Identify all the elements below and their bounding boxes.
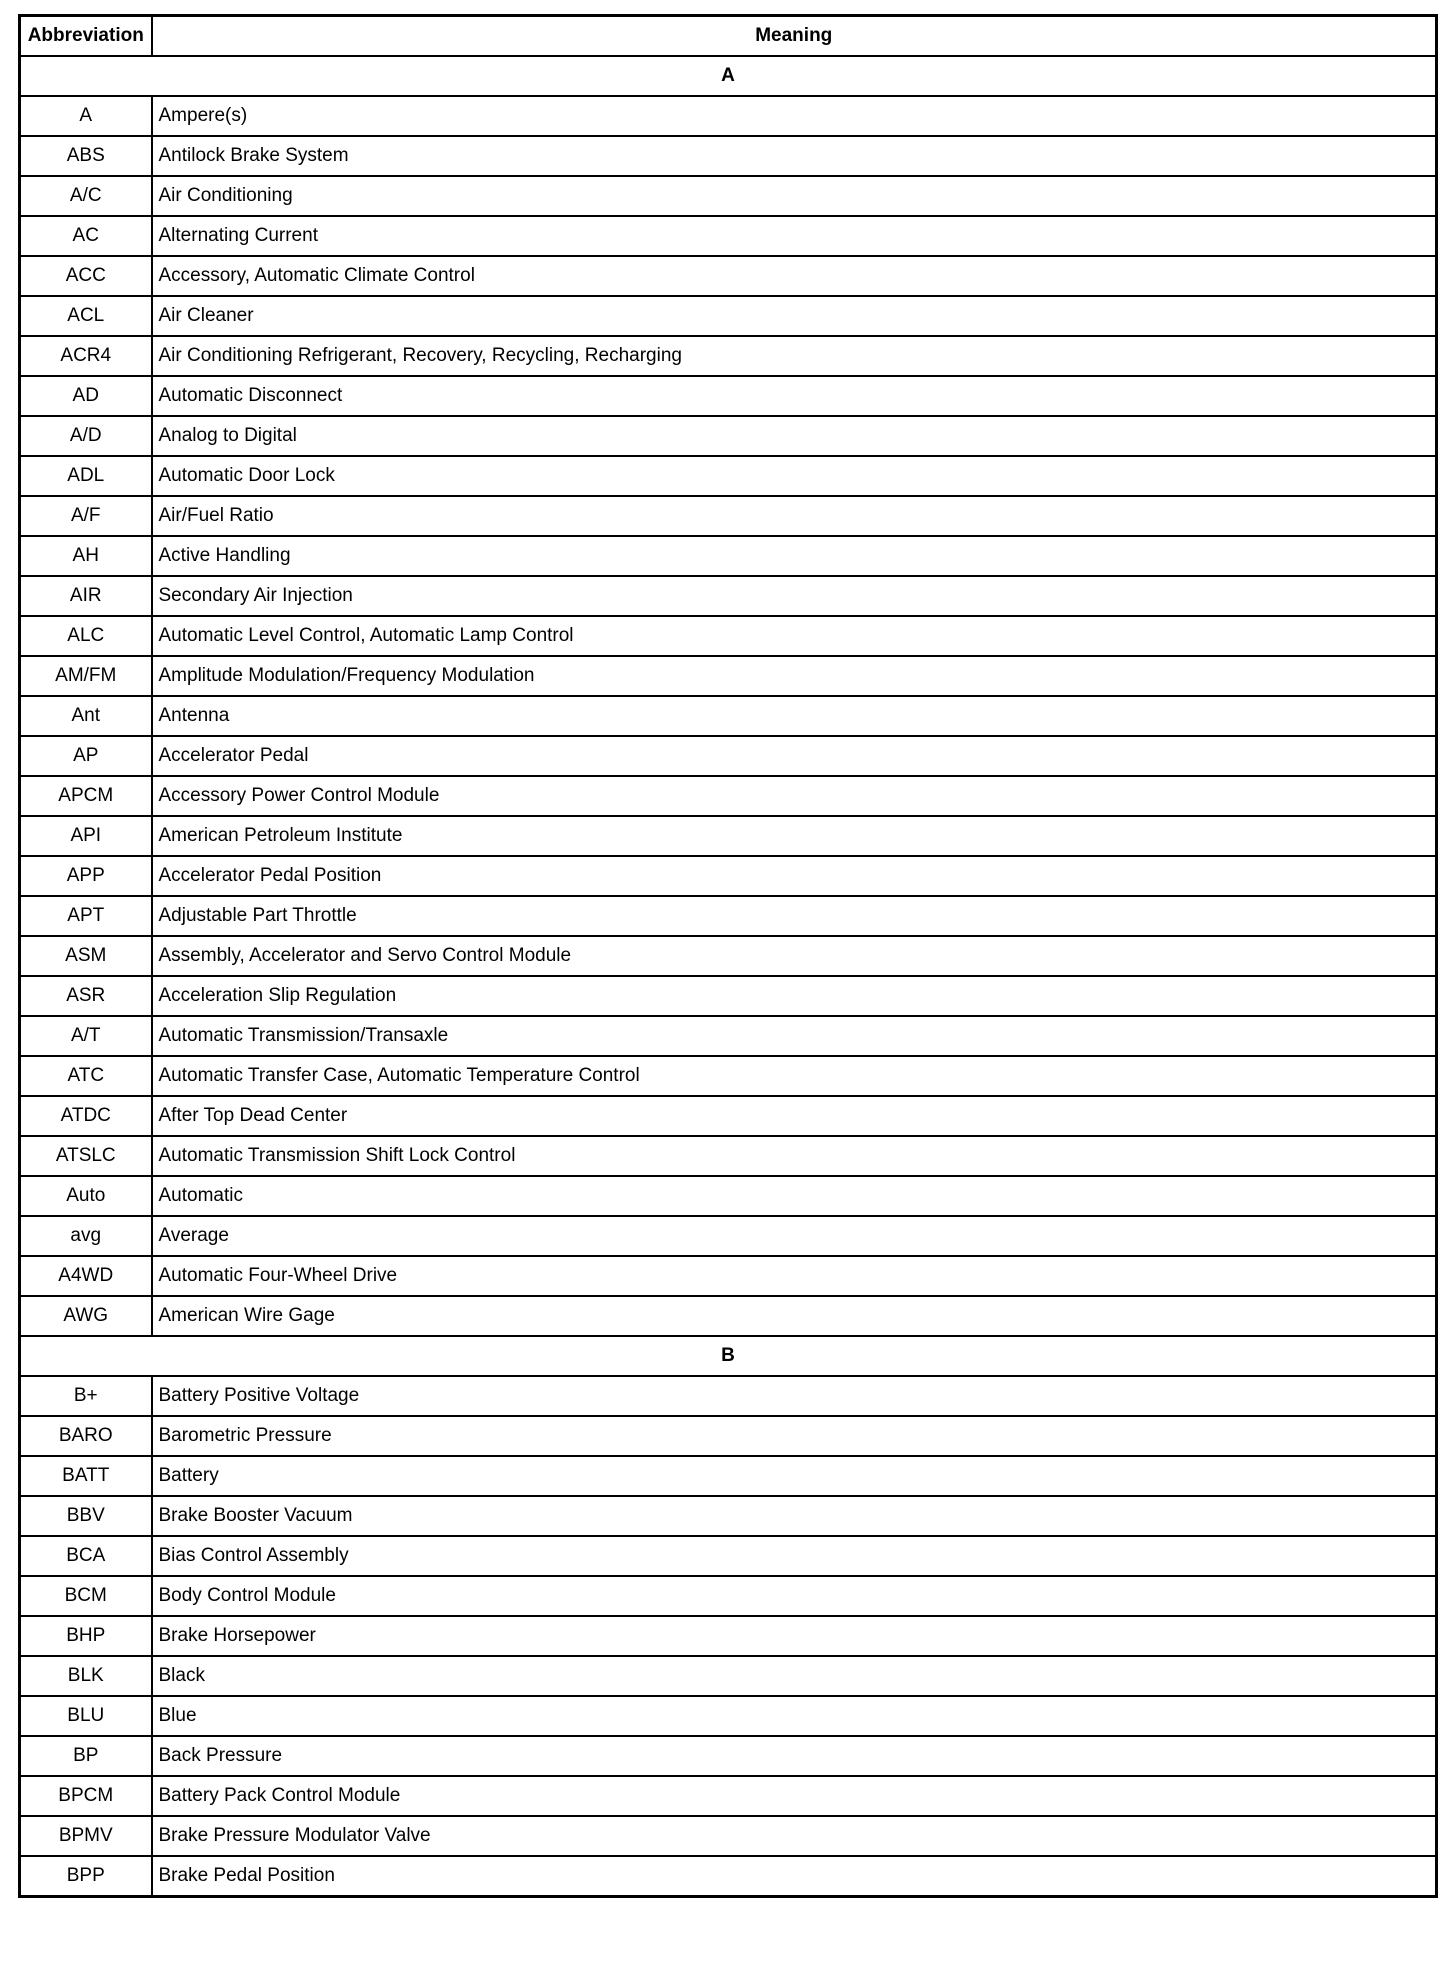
abbreviation-cell: A <box>20 96 152 136</box>
table-row <box>20 1176 1437 1216</box>
table-row <box>20 656 1437 696</box>
table-row <box>20 1056 1437 1096</box>
abbreviation-cell: B+ <box>20 1376 152 1416</box>
table-row <box>20 616 1437 656</box>
header-row <box>20 16 1437 57</box>
abbreviation-cell: APCM <box>20 776 152 816</box>
meaning-cell: American Petroleum Institute <box>152 816 1437 856</box>
meaning-cell: Amplitude Modulation/Frequency Modulation <box>152 656 1437 696</box>
abbreviation-cell: AM/FM <box>20 656 152 696</box>
table-row <box>20 1016 1437 1056</box>
table-row <box>20 176 1437 216</box>
meaning-cell: Active Handling <box>152 536 1437 576</box>
meaning-cell: Battery Positive Voltage <box>152 1376 1437 1416</box>
abbreviation-cell: A/C <box>20 176 152 216</box>
header-meaning: Meaning <box>152 16 1437 57</box>
abbreviation-cell: AWG <box>20 1296 152 1336</box>
meaning-cell: Accelerator Pedal Position <box>152 856 1437 896</box>
abbreviation-cell: BLU <box>20 1696 152 1736</box>
meaning-cell: Body Control Module <box>152 1576 1437 1616</box>
meaning-cell: Antenna <box>152 696 1437 736</box>
meaning-cell: Adjustable Part Throttle <box>152 896 1437 936</box>
table-row <box>20 736 1437 776</box>
meaning-cell: Automatic Door Lock <box>152 456 1437 496</box>
table-row <box>20 936 1437 976</box>
table-row <box>20 96 1437 136</box>
meaning-cell: Blue <box>152 1696 1437 1736</box>
abbreviation-cell: ALC <box>20 616 152 656</box>
abbreviation-cell: API <box>20 816 152 856</box>
table-row <box>20 296 1437 336</box>
abbreviation-cell: BATT <box>20 1456 152 1496</box>
table-row <box>20 456 1437 496</box>
table-row <box>20 1576 1437 1616</box>
abbreviation-cell: Ant <box>20 696 152 736</box>
abbreviation-cell: AP <box>20 736 152 776</box>
table-row <box>20 896 1437 936</box>
abbreviation-cell: A/T <box>20 1016 152 1056</box>
abbreviations-table <box>18 14 1438 1898</box>
meaning-cell: Automatic Four-Wheel Drive <box>152 1256 1437 1296</box>
table-row <box>20 136 1437 176</box>
meaning-cell: Air Cleaner <box>152 296 1437 336</box>
meaning-cell: Automatic Transmission Shift Lock Control <box>152 1136 1437 1176</box>
meaning-cell: Acceleration Slip Regulation <box>152 976 1437 1016</box>
abbreviation-cell: Auto <box>20 1176 152 1216</box>
meaning-cell: Brake Pedal Position <box>152 1856 1437 1897</box>
table-row <box>20 1136 1437 1176</box>
abbreviation-cell: BCM <box>20 1576 152 1616</box>
abbreviation-cell: AD <box>20 376 152 416</box>
section-header-row <box>20 1336 1437 1376</box>
meaning-cell: Black <box>152 1656 1437 1696</box>
abbreviation-cell: ABS <box>20 136 152 176</box>
meaning-cell: Barometric Pressure <box>152 1416 1437 1456</box>
meaning-cell: Ampere(s) <box>152 96 1437 136</box>
meaning-cell: Air/Fuel Ratio <box>152 496 1437 536</box>
table-row <box>20 1856 1437 1897</box>
table-row <box>20 1816 1437 1856</box>
meaning-cell: Brake Horsepower <box>152 1616 1437 1656</box>
table-row <box>20 1496 1437 1536</box>
abbreviation-cell: BPP <box>20 1856 152 1897</box>
table-header <box>20 16 1437 57</box>
meaning-cell: Secondary Air Injection <box>152 576 1437 616</box>
abbreviation-cell: A/D <box>20 416 152 456</box>
section-letter: B <box>20 1336 1437 1376</box>
meaning-cell: Automatic Transmission/Transaxle <box>152 1016 1437 1056</box>
abbreviation-cell: ASM <box>20 936 152 976</box>
abbreviation-cell: APP <box>20 856 152 896</box>
table-row <box>20 1376 1437 1416</box>
abbreviation-cell: BBV <box>20 1496 152 1536</box>
table-row <box>20 576 1437 616</box>
section-header-row <box>20 56 1437 96</box>
table-row <box>20 416 1437 456</box>
abbreviation-cell: AIR <box>20 576 152 616</box>
meaning-cell: Brake Pressure Modulator Valve <box>152 1816 1437 1856</box>
meaning-cell: Battery <box>152 1456 1437 1496</box>
abbreviation-cell: APT <box>20 896 152 936</box>
meaning-cell: Accessory Power Control Module <box>152 776 1437 816</box>
meaning-cell: Air Conditioning <box>152 176 1437 216</box>
meaning-cell: Back Pressure <box>152 1736 1437 1776</box>
abbreviation-cell: BPCM <box>20 1776 152 1816</box>
table-row <box>20 1616 1437 1656</box>
meaning-cell: Alternating Current <box>152 216 1437 256</box>
meaning-cell: Antilock Brake System <box>152 136 1437 176</box>
abbreviation-cell: BHP <box>20 1616 152 1656</box>
table-row <box>20 1656 1437 1696</box>
meaning-cell: Average <box>152 1216 1437 1256</box>
table-row <box>20 1216 1437 1256</box>
abbreviation-cell: ACR4 <box>20 336 152 376</box>
table-row <box>20 336 1437 376</box>
table-row <box>20 856 1437 896</box>
abbreviation-cell: BLK <box>20 1656 152 1696</box>
abbreviation-cell: AH <box>20 536 152 576</box>
section-letter: A <box>20 56 1437 96</box>
abbreviation-cell: avg <box>20 1216 152 1256</box>
abbreviation-cell: BARO <box>20 1416 152 1456</box>
table-row <box>20 1736 1437 1776</box>
abbreviation-cell: ASR <box>20 976 152 1016</box>
abbreviation-cell: A4WD <box>20 1256 152 1296</box>
abbreviation-cell: ACL <box>20 296 152 336</box>
abbreviation-cell: ATDC <box>20 1096 152 1136</box>
table-row <box>20 1256 1437 1296</box>
meaning-cell: Bias Control Assembly <box>152 1536 1437 1576</box>
meaning-cell: After Top Dead Center <box>152 1096 1437 1136</box>
table-row <box>20 1416 1437 1456</box>
table-row <box>20 1536 1437 1576</box>
table-row <box>20 696 1437 736</box>
meaning-cell: Automatic Transfer Case, Automatic Temperature Control <box>152 1056 1437 1096</box>
abbreviation-cell: ACC <box>20 256 152 296</box>
table-row <box>20 1296 1437 1336</box>
abbreviation-cell: BPMV <box>20 1816 152 1856</box>
meaning-cell: Automatic Disconnect <box>152 376 1437 416</box>
table-row <box>20 376 1437 416</box>
abbreviation-cell: BCA <box>20 1536 152 1576</box>
abbreviation-cell: BP <box>20 1736 152 1776</box>
abbreviation-cell: A/F <box>20 496 152 536</box>
meaning-cell: Assembly, Accelerator and Servo Control Module <box>152 936 1437 976</box>
table-row <box>20 1456 1437 1496</box>
abbreviation-cell: ATSLC <box>20 1136 152 1176</box>
table-row <box>20 1776 1437 1816</box>
meaning-cell: Air Conditioning Refrigerant, Recovery, Recycling, Recharging <box>152 336 1437 376</box>
abbreviation-cell: AC <box>20 216 152 256</box>
meaning-cell: Accelerator Pedal <box>152 736 1437 776</box>
table-body <box>20 56 1437 1897</box>
table-row <box>20 256 1437 296</box>
table-row <box>20 536 1437 576</box>
abbreviation-cell: ADL <box>20 456 152 496</box>
meaning-cell: Automatic <box>152 1176 1437 1216</box>
table-row <box>20 216 1437 256</box>
meaning-cell: Brake Booster Vacuum <box>152 1496 1437 1536</box>
table-row <box>20 816 1437 856</box>
meaning-cell: American Wire Gage <box>152 1296 1437 1336</box>
meaning-cell: Automatic Level Control, Automatic Lamp Control <box>152 616 1437 656</box>
table-row <box>20 776 1437 816</box>
meaning-cell: Analog to Digital <box>152 416 1437 456</box>
meaning-cell: Battery Pack Control Module <box>152 1776 1437 1816</box>
table-row <box>20 1096 1437 1136</box>
meaning-cell: Accessory, Automatic Climate Control <box>152 256 1437 296</box>
table-row <box>20 976 1437 1016</box>
abbreviation-cell: ATC <box>20 1056 152 1096</box>
header-abbreviation: Abbreviation <box>20 16 152 57</box>
table-row <box>20 496 1437 536</box>
table-row <box>20 1696 1437 1736</box>
